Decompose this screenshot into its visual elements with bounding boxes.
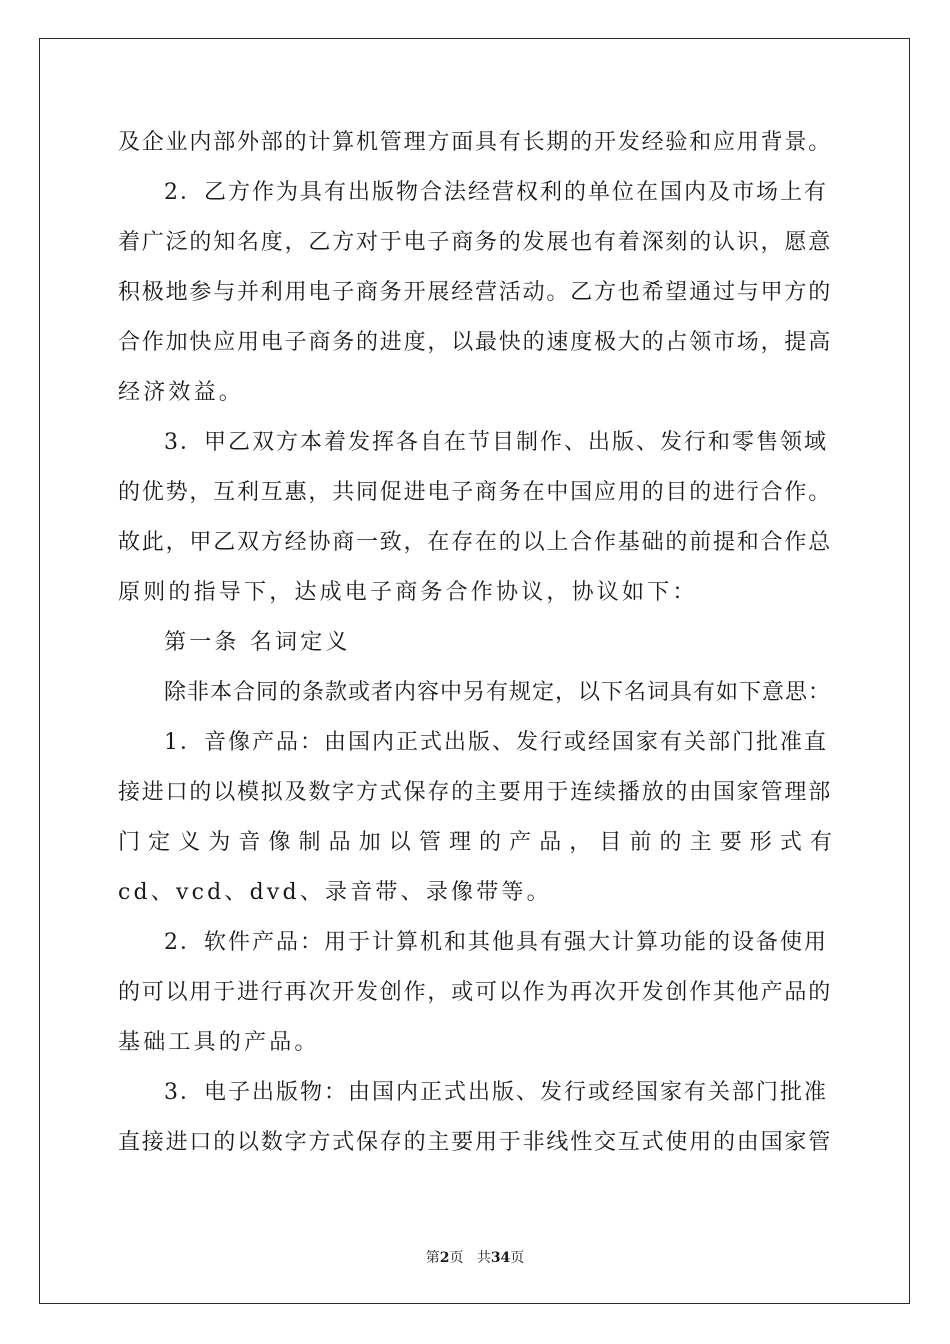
text-line: 故此，甲乙双方经协商一致，在存在的以上合作基础的前提和合作总 (118, 530, 833, 555)
text-line: 积极地参与并利用电子商务开展经营活动。乙方也希望通过与甲方的 (118, 280, 833, 305)
text-line: 2．软件产品：用于计算机和其他具有强大计算功能的设备使用 (164, 930, 828, 955)
text-line: 直接进口的以数字方式保存的主要用于非线性交互式使用的由国家管 (118, 1130, 833, 1155)
footer-total-suffix: 页 (510, 1250, 525, 1266)
page-footer (0, 1247, 950, 1267)
footer-page-number: 2 (439, 1250, 450, 1266)
text-line: 2．乙方作为具有出版物合法经营权利的单位在国内及市场上有 (164, 180, 828, 205)
text-line: 及企业内部外部的计算机管理方面具有长期的开发经验和应用背景。 (118, 130, 833, 155)
text-line: 除非本合同的条款或者内容中另有规定，以下名词具有如下意思： (164, 680, 832, 705)
text-line: 合作加快应用电子商务的进度，以最快的速度极大的占领市场，提高 (118, 330, 833, 355)
footer-page-prefix: 第 (425, 1250, 440, 1266)
text-line: 的优势，互利互惠，共同促进电子商务在中国应用的目的进行合作。 (118, 480, 833, 505)
footer-total-prefix: 共 (476, 1250, 491, 1266)
text-line: 3．甲乙双方本着发挥各自在节目制作、出版、发行和零售领域 (164, 430, 828, 455)
text-line: 原则的指导下，达成电子商务合作协议，协议如下： (118, 580, 698, 605)
text-line: cd、vcd、dvd、录音带、录像带等。 (118, 880, 552, 905)
text-line: 3．电子出版物：由国内正式出版、发行或经国家有关部门批准 (164, 1080, 828, 1105)
text-line: 着广泛的知名度，乙方对于电子商务的发展也有着深刻的认识，愿意 (118, 230, 833, 255)
text-line: 第一条 名词定义 (164, 630, 351, 655)
footer-total-pages: 34 (490, 1250, 511, 1266)
text-line: 经济效益。 (118, 380, 245, 405)
text-line: 的可以用于进行再次开发创作，或可以作为再次开发创作其他产品的 (118, 980, 833, 1005)
document-body (118, 128, 832, 1178)
footer-page-suffix: 页 (449, 1250, 464, 1266)
text-line: 接进口的以模拟及数字方式保存的主要用于连续播放的由国家管理部 (118, 780, 833, 805)
text-line: 基础工具的产品。 (118, 1030, 320, 1055)
text-line: 1．音像产品：由国内正式出版、发行或经国家有关部门批准直 (164, 730, 828, 755)
text-line: 门 定 义 为 音 像 制 品 加 以 管 理 的 产 品 ， 目 前 的 主 要 形 式 有 (118, 830, 832, 855)
